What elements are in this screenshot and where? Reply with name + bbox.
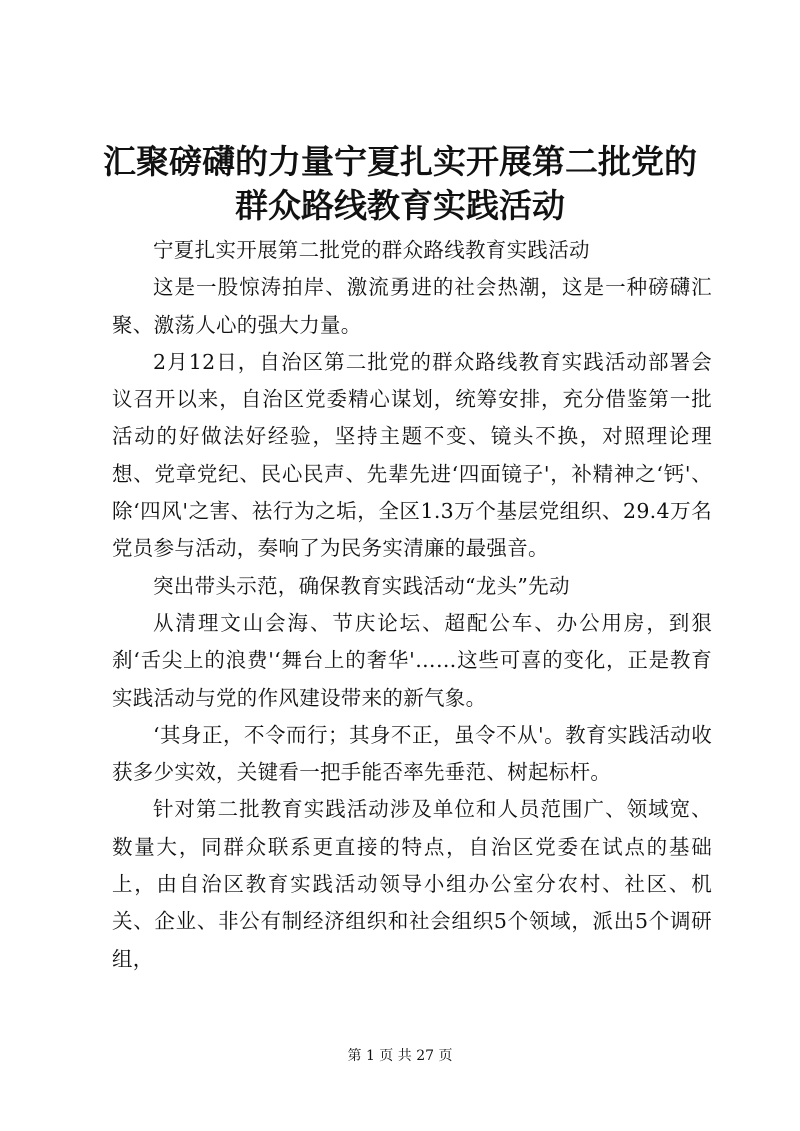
- page-number-footer: 第 1 页 共 27 页: [347, 1048, 453, 1064]
- paragraph: 宁夏扎实开展第二批党的群众路线教育实践活动: [153, 238, 590, 262]
- document-body: [112, 232, 712, 978]
- section-heading: 突出带头示范，确保教育实践活动“龙头”先动: [153, 573, 570, 598]
- paragraph: 从清理文山会海、节庆论坛、超配公车、办公用房，到狠刹‘舌尖上的浪费'‘舞台上的奢华'……这些可喜的变化，正是教育实践活动与党的作风建设带来的新气象。: [112, 610, 712, 710]
- paragraph: 2月12日，自治区第二批党的群众路线教育实践活动部署会议召开以来，自治区党委精心谋划，统筹安排，充分借鉴第一批活动的好做法好经验，坚持主题不变、镜头不换，对照理论理想、党章党纪、民心民声、先辈先进‘四面镜子'，补精神之‘钙'、除‘四风'之害、祛行为之垢，全区1.3万个基层党组织、29.4万名党员参与活动，奏响了为民务实清廉的最强音。: [112, 349, 712, 561]
- paragraph: 这是一股惊涛拍岸、激流勇进的社会热潮，这是一种磅礴汇聚、激荡人心的强大力量。: [112, 275, 712, 337]
- paragraph: ‘其身正，不令而行；其身不正，虽令不从'。教育实践活动收获多少实效，关键看一把手能否率先垂范、树起标杆。: [112, 722, 712, 785]
- paragraph: 针对第二批教育实践活动涉及单位和人员范围广、领域宽、数量大，同群众联系更直接的特点，自治区党委在试点的基础上，由自治区教育实践活动领导小组办公室分农村、社区、机关、企业、非公有制经济组织和社会组织5个领域，派出5个调研组，: [112, 797, 712, 971]
- document-title: 汇聚磅礴的力量宁夏扎实开展第二批党的群众路线教育实践活动: [103, 142, 697, 225]
